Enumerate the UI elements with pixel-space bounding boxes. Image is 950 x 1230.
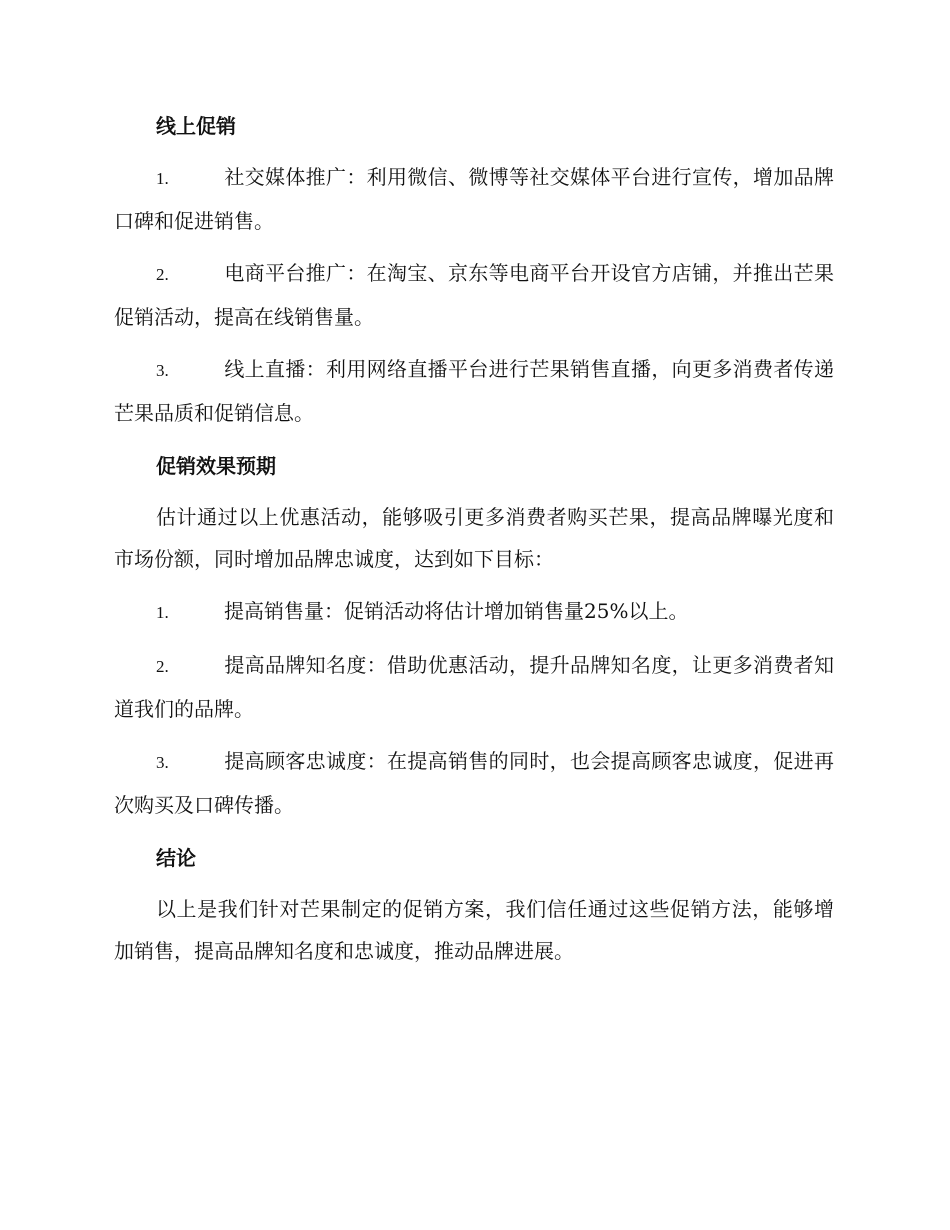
list-item-number: 2. <box>156 265 169 284</box>
list-item <box>114 740 834 826</box>
list-item-number: 1. <box>156 603 169 622</box>
conclusion-paragraph: 以上是我们针对芒果制定的促销方案，我们信任通过这些促销方法，能够增加销售，提高品牌知名度和忠诚度，推动品牌进展。 <box>114 897 834 963</box>
list-item-text: 线上直播：利用网络直播平台进行芒果销售直播，向更多消费者传递芒果品质和促销信息。 <box>114 357 834 425</box>
list-item <box>114 156 834 242</box>
section-intro-paragraph: 估计通过以上优惠活动，能够吸引更多消费者购买芒果，提高品牌曝光度和市场份额，同时增加品牌忠诚度，达到如下目标： <box>114 505 834 571</box>
list-item-number: 3. <box>156 361 169 380</box>
list-item-text: 电商平台推广：在淘宝、京东等电商平台开设官方店铺，并推出芒果促销活动，提高在线销售量。 <box>114 261 834 329</box>
list-item-text: 提高品牌知名度：借助优惠活动，提升品牌知名度，让更多消费者知道我们的品牌。 <box>114 653 834 721</box>
section-online-promotion <box>114 104 834 434</box>
list-item-text: 社交媒体推广：利用微信、微博等社交媒体平台进行宣传，增加品牌口碑和促进销售。 <box>114 165 834 233</box>
list-item <box>114 348 834 434</box>
section-conclusion <box>114 836 834 972</box>
document-page <box>114 104 834 982</box>
list-item <box>114 590 834 634</box>
section-expected-results <box>114 444 834 826</box>
list-item <box>114 644 834 730</box>
list-item-text: 提高顾客忠诚度：在提高销售的同时，也会提高顾客忠诚度，促进再次购买及口碑传播。 <box>114 749 834 817</box>
list-item <box>114 252 834 338</box>
list-item-number: 3. <box>156 753 169 772</box>
section-heading: 促销效果预期 <box>156 454 276 478</box>
section-heading: 结论 <box>156 846 196 870</box>
list-item-number: 2. <box>156 657 169 676</box>
section-heading: 线上促销 <box>156 114 236 138</box>
list-item-text: 提高销售量：促销活动将估计增加销售量25%以上。 <box>224 599 689 623</box>
list-item-number: 1. <box>156 169 169 188</box>
